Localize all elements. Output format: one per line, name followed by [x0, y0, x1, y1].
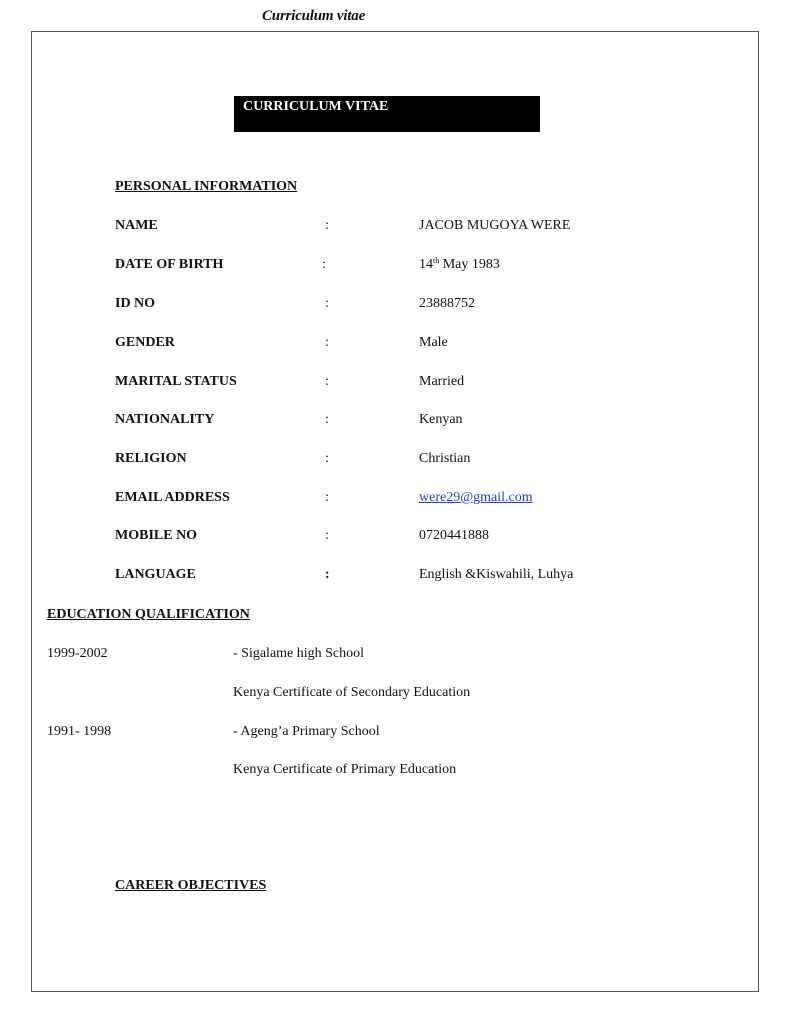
personal-row-mobile-no: [0, 528, 791, 548]
field-label: DATE OF BIRTH: [115, 257, 224, 272]
personal-row-date-of-birth: [0, 257, 791, 277]
field-separator: :: [325, 451, 329, 466]
education-school: - Sigalame high School: [233, 646, 365, 661]
document-header-title: Curriculum vitae: [262, 8, 366, 24]
field-label: NAME: [115, 218, 158, 233]
field-value: Married: [419, 374, 465, 389]
field-label: ID NO: [115, 296, 156, 311]
education-years: 1999-2002: [47, 646, 108, 661]
education-years: 1991- 1998: [47, 724, 112, 739]
career-objectives-heading: CAREER OBJECTIVES: [115, 878, 267, 893]
field-value: English &Kiswahili, Luhya: [419, 567, 574, 582]
birth-day-suffix: th: [433, 256, 440, 265]
field-label: EMAIL ADDRESS: [115, 490, 230, 505]
field-separator: :: [325, 490, 329, 505]
personal-row-email-address: [0, 490, 791, 510]
personal-information-heading: PERSONAL INFORMATION: [115, 179, 298, 194]
field-value: [419, 257, 500, 273]
cv-title-banner: [234, 96, 540, 132]
field-separator: :: [325, 335, 329, 350]
field-value: 23888752: [419, 296, 475, 311]
personal-row-nationality: [0, 412, 791, 432]
field-value: JACOB MUGOYA WERE: [419, 218, 571, 233]
personal-row-gender: [0, 335, 791, 355]
field-label: GENDER: [115, 335, 175, 350]
field-label: RELIGION: [115, 451, 187, 466]
page-frame: [31, 31, 759, 992]
field-label: LANGUAGE: [115, 567, 196, 582]
field-separator: :: [325, 296, 329, 311]
email-link[interactable]: were29@gmail.com: [419, 490, 533, 505]
field-value: 0720441888: [419, 528, 489, 543]
personal-row-language: [0, 567, 791, 587]
personal-row-name: [0, 218, 791, 238]
birth-month-year: May 1983: [439, 257, 500, 272]
education-school: - Ageng’a Primary School: [233, 724, 380, 739]
banner-title: CURRICULUM VITAE: [243, 99, 389, 114]
field-separator: :: [325, 374, 329, 389]
field-separator: :: [325, 567, 330, 582]
field-separator: :: [322, 257, 326, 272]
field-value: Kenyan: [419, 412, 463, 427]
field-separator: :: [325, 412, 329, 427]
personal-row-marital-status: [0, 374, 791, 394]
field-label: MOBILE NO: [115, 528, 198, 543]
field-label: NATIONALITY: [115, 412, 215, 427]
field-separator: :: [325, 218, 329, 233]
field-value: Christian: [419, 451, 471, 466]
education-certificate: Kenya Certificate of Primary Education: [233, 762, 457, 777]
field-value: Male: [419, 335, 448, 350]
personal-row-id-no: [0, 296, 791, 316]
field-label: MARITAL STATUS: [115, 374, 237, 389]
birth-day: 14: [419, 257, 433, 272]
field-separator: :: [325, 528, 329, 543]
education-qualification-heading: EDUCATION QUALIFICATION: [47, 607, 250, 622]
personal-row-religion: [0, 451, 791, 471]
education-certificate: Kenya Certificate of Secondary Education: [233, 685, 471, 700]
